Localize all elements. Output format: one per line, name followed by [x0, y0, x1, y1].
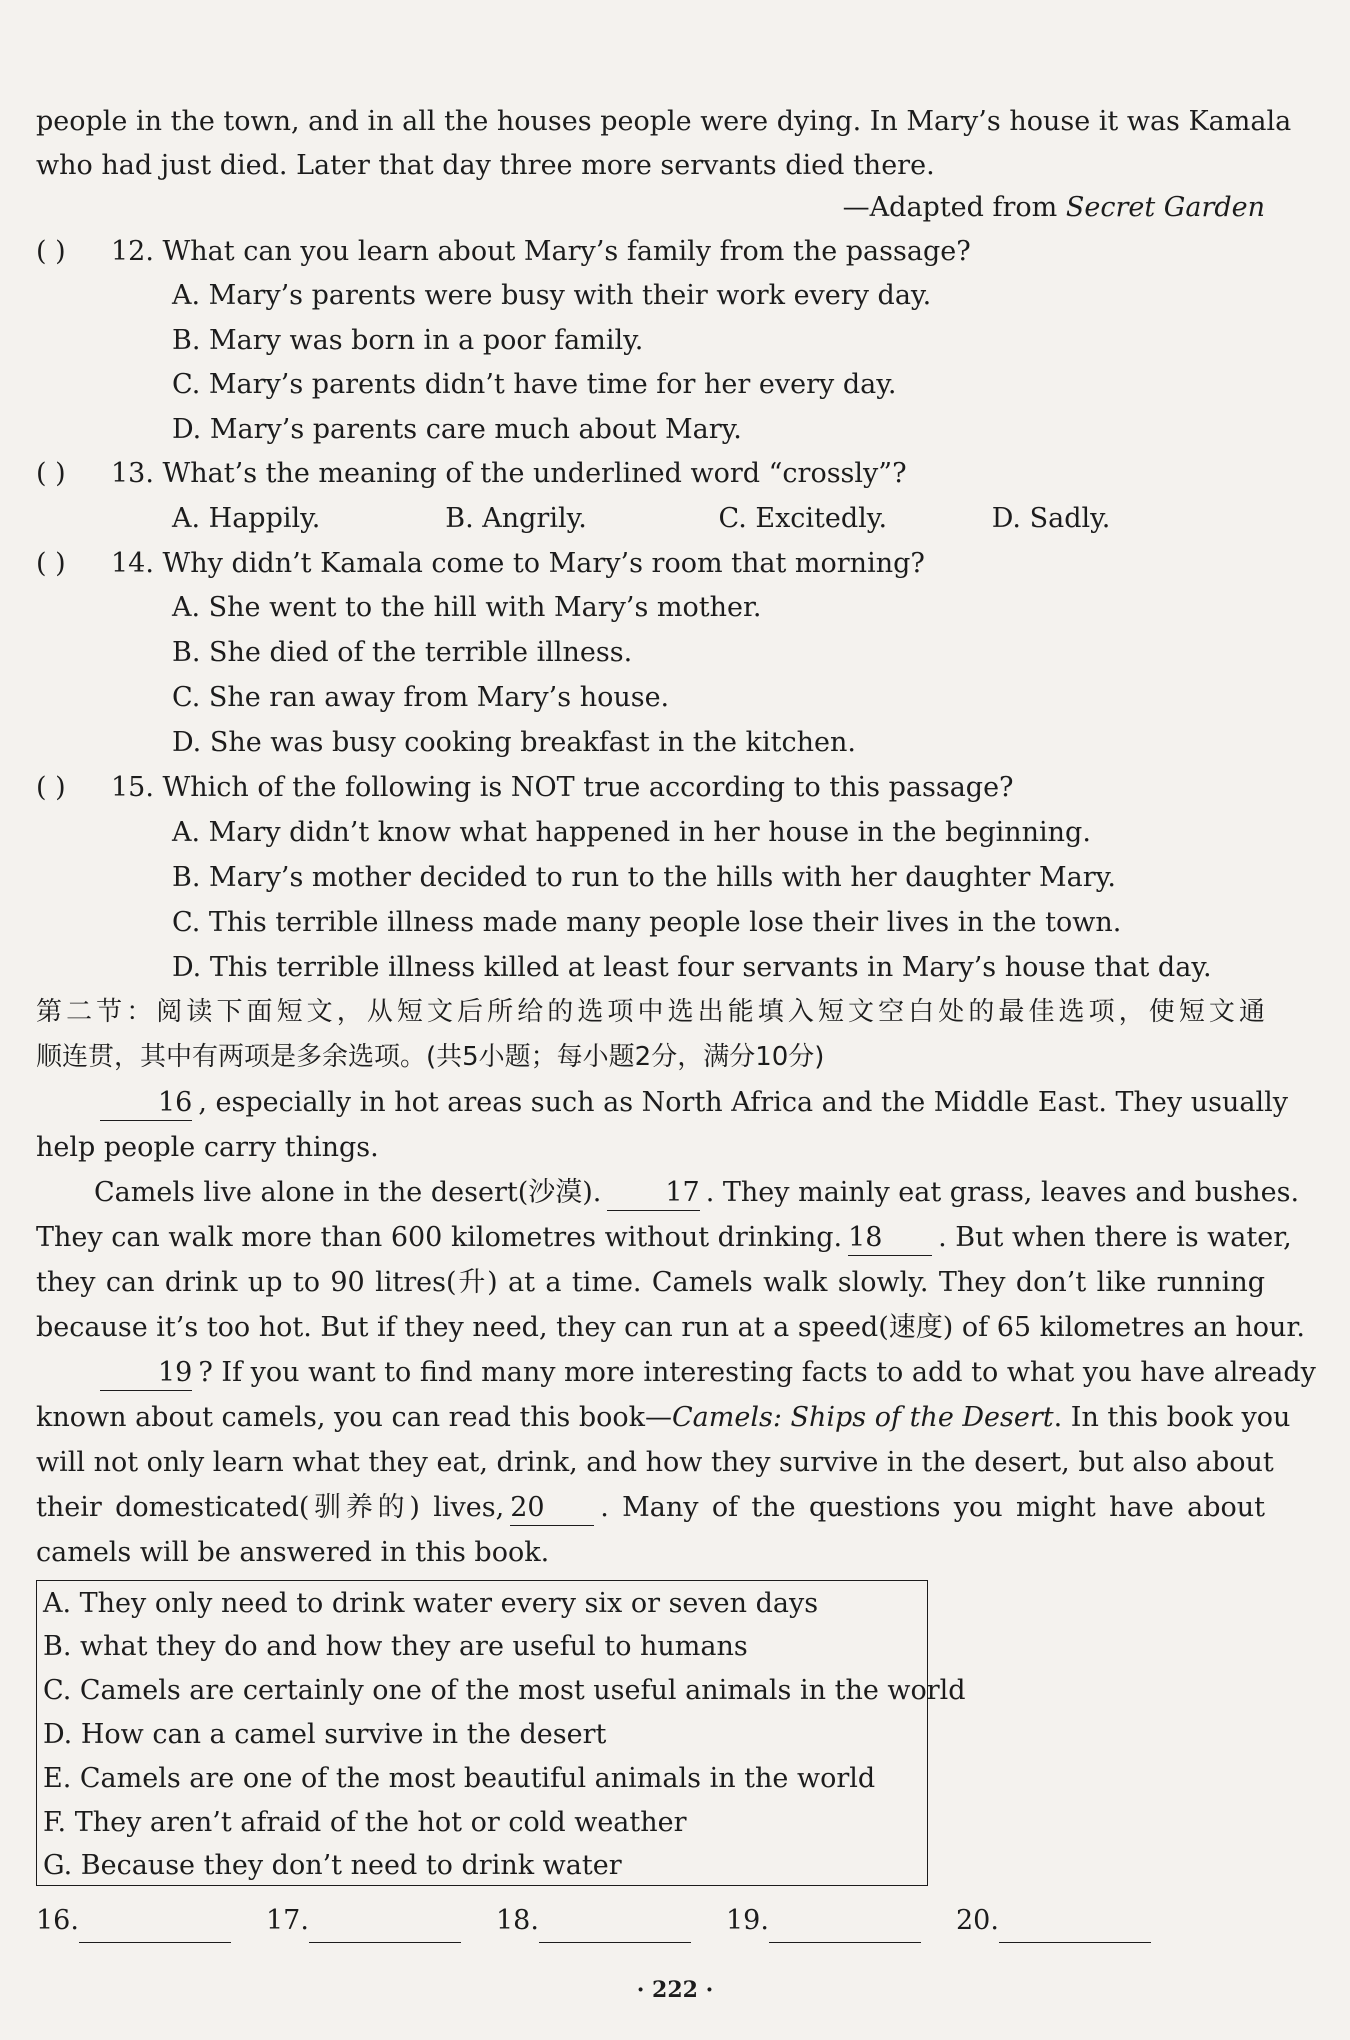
option: C. She ran away from Mary’s house.	[172, 682, 670, 713]
question-12	[36, 229, 1265, 274]
choice-item: G. Because they don’t need to drink water	[43, 1850, 622, 1881]
cloze-line: Camels live alone in the desert(沙漠). 17 . They mainly eat grass, leaves and bushes.	[36, 1170, 1265, 1215]
option: B. Mary’s mother decided to run to the hills with her daughter Mary.	[172, 862, 1116, 893]
cloze-blank-20[interactable]: 20	[510, 1491, 594, 1526]
cloze-line: help people carry things.	[36, 1132, 379, 1163]
cloze-line: because it’s too hot. But if they need, they can run at a speed(速度) of 65 kilometres an hour.	[36, 1312, 1305, 1343]
cloze-blank-18[interactable]: 18	[848, 1221, 932, 1256]
question-stem: 12. What can you learn about Mary’s family from the passage?	[111, 236, 971, 267]
answer-16[interactable]: 16.	[36, 1898, 231, 1943]
choice-item: E. Camels are one of the most beautiful animals in the world	[43, 1763, 876, 1794]
option: C. This terrible illness made many people lose their lives in the town.	[172, 907, 1122, 938]
option: C. Mary’s parents didn’t have time for her every day.	[172, 369, 897, 400]
question-15	[36, 765, 1265, 810]
choice-item: D. How can a camel survive in the desert	[43, 1719, 607, 1750]
page-number: · 222 ·	[636, 1977, 714, 2003]
choices-box	[36, 1580, 966, 1886]
answer-20[interactable]: 20.	[956, 1898, 1151, 1943]
cloze-line: they can drink up to 90 litres(升) at a time. Camels walk slowly. They don’t like running	[36, 1267, 1265, 1298]
cloze-blank-17[interactable]: 17	[607, 1176, 699, 1211]
book-title: Camels: Ships of the Desert	[672, 1402, 1054, 1433]
option: C. Excitedly.	[718, 503, 888, 534]
answer-17[interactable]: 17.	[266, 1898, 461, 1943]
question-14	[36, 541, 1265, 586]
choice-item: A. They only need to drink water every six or seven days	[43, 1588, 819, 1619]
option: A. She went to the hill with Mary’s mother.	[172, 592, 762, 623]
cloze-line: 16 , especially in hot areas such as North Africa and the Middle East. They usually	[36, 1080, 1265, 1125]
answer-paren[interactable]: ( )	[36, 548, 66, 579]
passage-line: people in the town, and in all the houses people were dying. In Mary’s house it was Kamala	[36, 106, 1292, 137]
section-instruction: 第二节：阅读下面短文，从短文后所给的选项中选出能填入短文空白处的最佳选项，使短文通	[36, 997, 1265, 1027]
cloze-line: known about camels, you can read this book—Camels: Ships of the Desert. In this book you	[36, 1402, 1291, 1433]
cloze-line: their domesticated(驯养的) lives, 20 . Many of the questions you might have about	[36, 1485, 1265, 1530]
cloze-line: 19 ? If you want to find many more interesting facts to add to what you have already	[36, 1350, 1265, 1395]
option: A. Mary didn’t know what happened in her house in the beginning.	[172, 817, 1091, 848]
option: D. Sadly.	[991, 503, 1111, 534]
option: A. Happily.	[172, 503, 321, 534]
passage-source: —Adapted from Secret Garden	[842, 192, 1265, 223]
option: B. Mary was born in a poor family.	[172, 325, 644, 356]
question-stem: 13. What’s the meaning of the underlined word “crossly”?	[111, 458, 907, 489]
option: B. She died of the terrible illness.	[172, 637, 633, 668]
cloze-line: They can walk more than 600 kilometres without drinking. 18 . But when there is water,	[36, 1215, 1265, 1260]
section-instruction: 顺连贯，其中有两项是多余选项。(共5小题；每小题2分，满分10分)	[36, 1042, 825, 1072]
answer-paren[interactable]: ( )	[36, 236, 66, 267]
cloze-line: will not only learn what they eat, drink, and how they survive in the desert, but also about	[36, 1447, 1274, 1478]
question-13	[36, 451, 1265, 496]
option: D. She was busy cooking breakfast in the kitchen.	[172, 727, 856, 758]
cloze-line: camels will be answered in this book.	[36, 1537, 550, 1568]
choice-item: F. They aren’t afraid of the hot or cold weather	[43, 1807, 687, 1838]
option-row	[172, 496, 1265, 541]
option: A. Mary’s parents were busy with their work every day.	[172, 280, 932, 311]
answer-paren[interactable]: ( )	[36, 772, 66, 803]
cloze-blank-19[interactable]: 19	[100, 1356, 192, 1391]
option: D. Mary’s parents care much about Mary.	[172, 414, 742, 445]
answer-19[interactable]: 19.	[726, 1898, 921, 1943]
choice-item: B. what they do and how they are useful to humans	[43, 1631, 748, 1662]
question-stem: 14. Why didn’t Kamala come to Mary’s room that morning?	[111, 548, 925, 579]
question-stem: 15. Which of the following is NOT true according to this passage?	[111, 772, 1014, 803]
answer-paren[interactable]: ( )	[36, 458, 66, 489]
cloze-blank-16[interactable]: 16	[100, 1086, 192, 1121]
answer-18[interactable]: 18.	[496, 1898, 691, 1943]
passage-line: who had just died. Later that day three more servants died there.	[36, 150, 935, 181]
option: B. Angrily.	[445, 503, 587, 534]
choice-item: C. Camels are certainly one of the most useful animals in the world	[43, 1675, 966, 1706]
option: D. This terrible illness killed at least four servants in Mary’s house that day.	[172, 952, 1212, 983]
